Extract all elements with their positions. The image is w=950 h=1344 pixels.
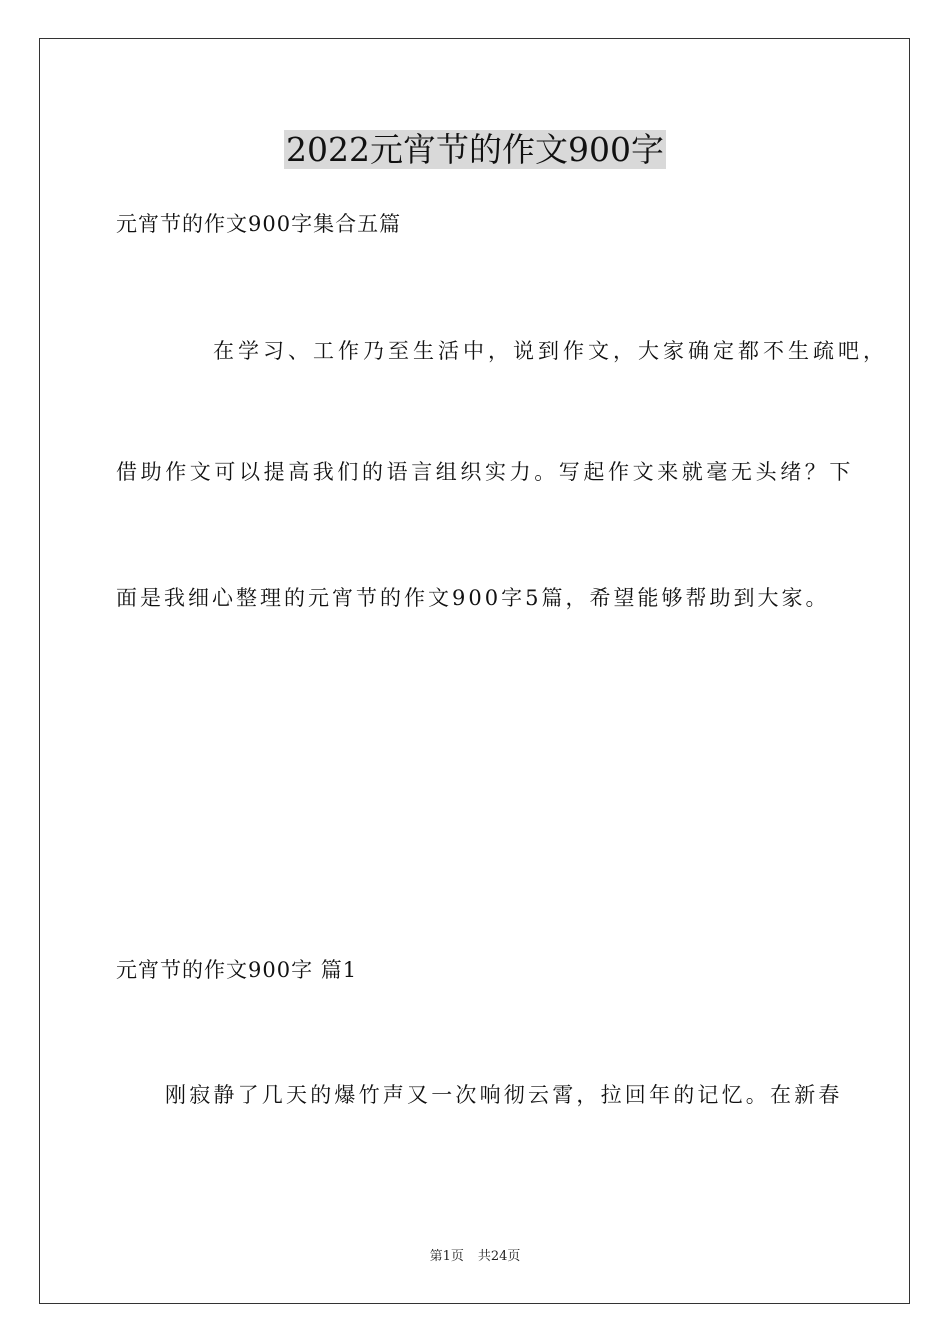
section-heading: 元宵节的作文900字 篇1 xyxy=(116,958,358,982)
document-title xyxy=(0,128,950,172)
page-number: 第1页 xyxy=(429,1249,464,1264)
section-paragraph-line-1: 刚寂静了几天的爆竹声又一次响彻云霄，拉回年的记忆。在新春 xyxy=(165,1083,843,1107)
page-total: 共24页 xyxy=(477,1249,521,1264)
page-footer xyxy=(0,1248,950,1266)
intro-paragraph-line-3: 面是我细心整理的元宵节的作文900字5篇，希望能够帮助到大家。 xyxy=(116,586,830,610)
document-title-text: 2022元宵节的作文900字 xyxy=(286,130,664,169)
document-subtitle: 元宵节的作文900字集合五篇 xyxy=(116,212,402,236)
intro-paragraph-line-1: 在学习、工作乃至生活中，说到作文，大家确定都不生疏吧， xyxy=(213,339,888,363)
intro-paragraph-line-2: 借助作文可以提高我们的语言组织实力。写起作文来就毫无头绪？下 xyxy=(116,460,854,484)
